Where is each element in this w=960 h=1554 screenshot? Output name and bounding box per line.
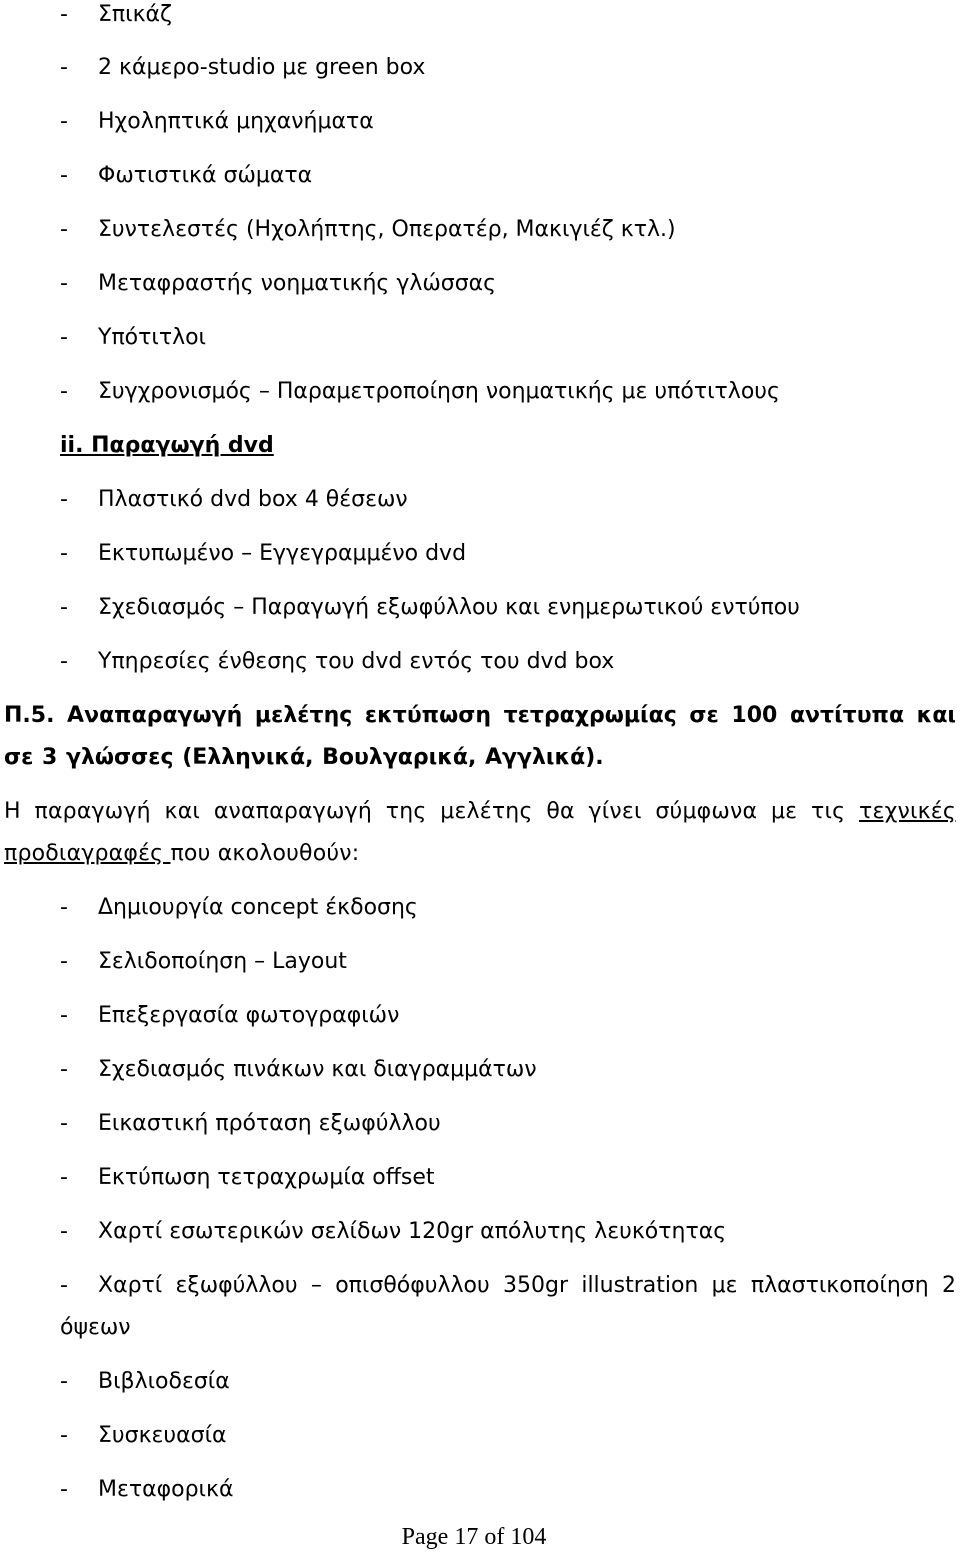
list-item: - Φωτιστικά σώματα: [60, 163, 313, 188]
list-item-text: Επεξεργασία φωτογραφιών: [98, 1003, 400, 1028]
list-item-text: Ηχοληπτικά μηχανήματα: [98, 109, 374, 134]
list-item-text: Συντελεστές (Ηχολήπτης, Οπερατέρ, Μακιγιέζ κτλ.): [98, 217, 676, 242]
list-item: - Πλαστικό dvd box 4 θέσεων: [60, 487, 408, 512]
list-item: - Επεξεργασία φωτογραφιών: [60, 1003, 400, 1028]
list-item: - 2 κάμερο-studio με green box: [60, 55, 426, 80]
list-item: - Ηχοληπτικά μηχανήματα: [60, 109, 374, 134]
list-item: - Υπότιτλοι: [60, 325, 207, 350]
list-item-text: Μεταφραστής νοηματικής γλώσσας: [98, 271, 497, 296]
list-item-text: Εκτύπωση τετραχρωμία offset: [98, 1165, 435, 1190]
list-item: - Σελιδοποίηση – Layout: [60, 949, 347, 974]
list-item: - Σχεδιασμός πινάκων και διαγραμμάτων: [60, 1057, 537, 1082]
underlined-text: τεχνικές προδιαγραφές: [4, 799, 956, 866]
list-item: - Συσκευασία: [60, 1423, 227, 1448]
list-item: - Χαρτί εξωφύλλου – οπισθόφυλλου 350gr illustration με πλαστικοποίηση 2 όψεων: [60, 1273, 956, 1340]
list-item-text: Χαρτί εξωφύλλου – οπισθόφυλλου 350gr illustration με πλαστικοποίηση 2 όψεων: [60, 1273, 956, 1340]
list-item: - Χαρτί εσωτερικών σελίδων 120gr απόλυτης λευκότητας: [60, 1219, 727, 1244]
list-item: - Εκτυπωμένο – Εγγεγραμμένο dvd: [60, 541, 467, 566]
list-item: - Δημιουργία concept έκδοσης: [60, 895, 418, 920]
list-item-text: Σπικάζ: [98, 2, 173, 27]
list-item-text: Υπηρεσίες ένθεσης του dvd εντός του dvd box: [98, 649, 615, 674]
list-item: - Μεταφορικά: [60, 1477, 234, 1502]
list-item-text: Σελιδοποίηση – Layout: [98, 949, 347, 974]
list-item-text: Υπότιτλοι: [98, 325, 207, 350]
intro-paragraph: Η παραγωγή και αναπαραγωγή της μελέτης θα γίνει σύμφωνα με τις τεχνικές προδιαγραφές που ακολουθούν:: [4, 799, 956, 866]
list-item-text: Σχεδιασμός πινάκων και διαγραμμάτων: [98, 1057, 537, 1082]
page-number-footer: Page 17 of 104: [401, 1524, 547, 1550]
list-item-text: Σχεδιασμός – Παραγωγή εξωφύλλου και ενημερωτικού εντύπου: [98, 595, 800, 620]
list-item: - Υπηρεσίες ένθεσης του dvd εντός του dvd box: [60, 649, 615, 674]
list-item-text: Βιβλιοδεσία: [98, 1369, 230, 1394]
list-item: - Μεταφραστής νοηματικής γλώσσας: [60, 271, 497, 296]
list-item-text: Δημιουργία concept έκδοσης: [98, 895, 418, 920]
list-item: - Βιβλιοδεσία: [60, 1369, 230, 1394]
section-heading: Π.5. Αναπαραγωγή μελέτης εκτύπωση τετραχρωμίας σε 100 αντίτυπα και σε 3 γλώσσες (Ελληνικά, Βουλγαρικά, Αγγλικά).: [4, 703, 956, 770]
list-item-text: Εκτυπωμένο – Εγγεγραμμένο dvd: [98, 541, 467, 566]
list-item-text: Πλαστικό dvd box 4 θέσεων: [98, 487, 408, 512]
list-item: - Σχεδιασμός – Παραγωγή εξωφύλλου και ενημερωτικού εντύπου: [60, 595, 800, 620]
list-item: - Συντελεστές (Ηχολήπτης, Οπερατέρ, Μακιγιέζ κτλ.): [60, 217, 676, 242]
list-item-text: 2 κάμερο-studio με green box: [98, 55, 426, 80]
list-item: - Συγχρονισμός – Παραμετροποίηση νοηματικής με υπότιτλους: [60, 379, 780, 404]
list-item: - Εικαστική πρόταση εξωφύλλου: [60, 1111, 441, 1136]
list-item-text: Συγχρονισμός – Παραμετροποίηση νοηματικής με υπότιτλους: [98, 379, 780, 404]
subheading: ii. Παραγωγή dvd: [60, 433, 274, 458]
list-item-text: Χαρτί εσωτερικών σελίδων 120gr απόλυτης λευκότητας: [98, 1219, 727, 1244]
list-item-text: Συσκευασία: [98, 1423, 227, 1448]
list-item: - Σπικάζ: [60, 2, 173, 27]
list-item: - Εκτύπωση τετραχρωμία offset: [60, 1165, 435, 1190]
list-item-text: Φωτιστικά σώματα: [98, 163, 313, 188]
list-item-text: Μεταφορικά: [98, 1477, 234, 1502]
list-item-text: Εικαστική πρόταση εξωφύλλου: [98, 1111, 441, 1136]
